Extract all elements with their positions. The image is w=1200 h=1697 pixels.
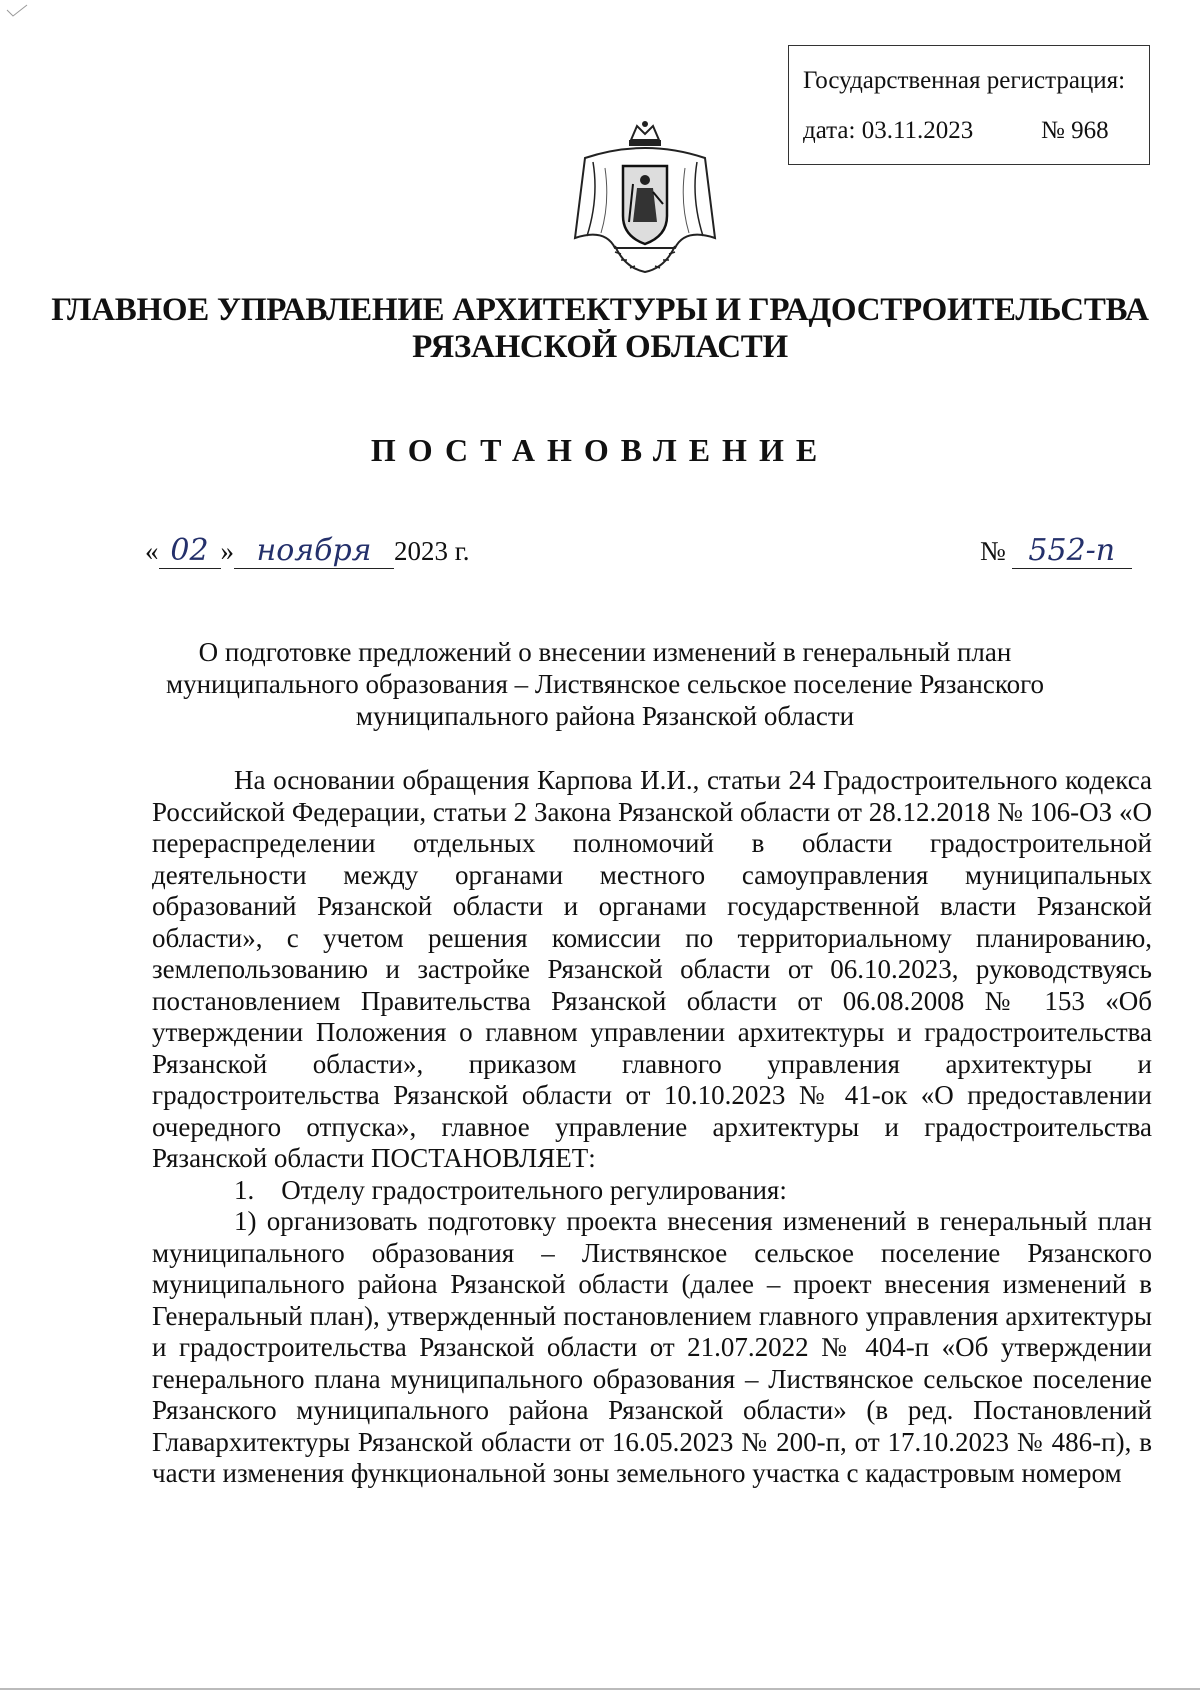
ryazan-coat-of-arms-icon xyxy=(565,118,725,278)
date-open-quote: « xyxy=(145,536,159,566)
document-body xyxy=(152,765,1152,1490)
registration-stamp xyxy=(788,45,1150,165)
registration-number: № 968 xyxy=(1041,117,1109,144)
date-year: 2023 г. xyxy=(394,536,470,566)
document-subject: О подготовке предложений о внесении изменений в генеральный план муниципального образования – Листвянское сельское поселение Рязанского муниципального района Рязанской области xyxy=(166,637,1044,731)
handwritten-day: 02 xyxy=(159,534,221,569)
handwritten-number: 552-п xyxy=(1012,534,1132,569)
document-type: ПОСТАНОВЛЕНИЕ xyxy=(370,432,830,468)
registration-date: дата: 03.11.2023 xyxy=(803,117,974,144)
organization-title-line-1: ГЛАВНОЕ УПРАВЛЕНИЕ АРХИТЕКТУРЫ И ГРАДОСТРОИТЕЛЬСТВА xyxy=(51,292,1149,328)
number-prefix: № xyxy=(980,536,1006,566)
registration-title: Государственная регистрация: xyxy=(803,67,1126,94)
check-mark-icon xyxy=(6,4,28,18)
clause-1-subitem-1: 1) организовать подготовку проекта внесения изменений в генеральный план муниципального образования – Листвянское сельское поселение Рязанского муниципального района Рязанской области (далее – проект внесения изменений в Генеральный план), утвержденный постановлением главного управления архитектуры и градостроительства Рязанской области от 21.07.2022 № 404-п «Об утверждении генерального плана муниципального образования – Листвянское сельское поселение Рязанского муниципального района Рязанской области» (в ред. Постановлений Главархитектуры Рязанской области от 16.05.2023 № 200-п, от 17.10.2023 № 486-п), в части изменения функциональной зоны земельного участка с кадастровым номером xyxy=(152,1206,1152,1488)
document-date xyxy=(145,534,470,569)
preamble-paragraph: На основании обращения Карпова И.И., статьи 24 Градостроительного кодекса Российской Федерации, статьи 2 Закона Рязанской области от 28.12.2018 № 106-ОЗ «О перераспределении отдельных полномочий в области градостроительной деятельности между органами местного самоуправления муниципальных образований Рязанской области и органами государственной власти Рязанской области», с учетом решения комиссии по территориальному планированию, землепользованию и застройке Рязанской области от 06.10.2023, руководствуясь постановлением Правительства Рязанской области от 06.08.2008 № 153 «Об утверждении Положения о главном управлении архитектуры и градостроительства Рязанской области», приказом главного управления архитектуры и градостроительства Рязанской области от 10.10.2023 № 41-ок «О предоставлении очередного отпуска», главное управление архитектуры и градостроительства Рязанской области ПОСТАНОВЛЯЕТ: xyxy=(152,765,1152,1173)
organization-title-line-2: РЯЗАНСКОЙ ОБЛАСТИ xyxy=(412,329,788,365)
date-close-quote: » xyxy=(220,536,234,566)
page-bottom-edge xyxy=(0,1688,1200,1690)
handwritten-month: ноября xyxy=(234,534,394,569)
clause-1: 1. Отделу градостроительного регулирования: xyxy=(234,1174,787,1205)
document-number xyxy=(980,534,1132,569)
